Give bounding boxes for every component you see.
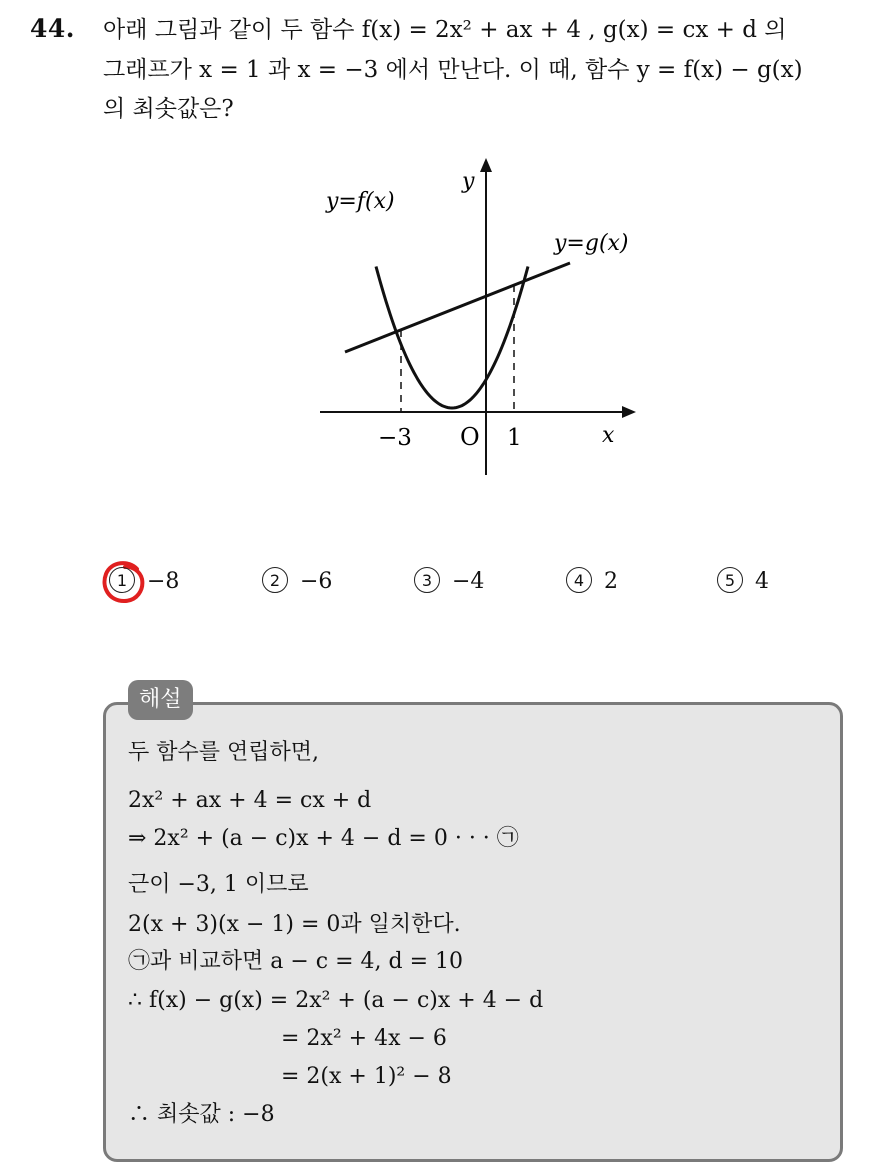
question-text-line-1: 아래 그림과 같이 두 함수 f(x) = 2x² + ax + 4 , g(x) = cx + d 의 xyxy=(103,17,787,43)
question-text-line-2: 그래프가 x = 1 과 x = −3 에서 만난다. 이 때, 함수 y = f(x) − g(x) xyxy=(103,57,803,83)
x-axis-label: x xyxy=(602,423,615,448)
question-number: 44. xyxy=(30,14,75,43)
solution-line-7: ∴ f(x) − g(x) = 2x² + (a − c)x + 4 − d xyxy=(128,988,544,1013)
choice-number-4: 4 xyxy=(566,567,592,593)
solution-line-9: = 2(x + 1)² − 8 xyxy=(281,1064,452,1089)
choice-value-3: −4 xyxy=(452,569,485,594)
tick-label-right: 1 xyxy=(507,425,522,451)
choice-value-5: 4 xyxy=(755,569,769,594)
choice-1[interactable] xyxy=(109,566,179,598)
f-label: y=f(x) xyxy=(326,189,395,214)
solution-line-4: 근이 −3, 1 이므로 xyxy=(128,872,309,897)
choice-value-4: 2 xyxy=(604,569,618,594)
solution-line-5: 2(x + 3)(x − 1) = 0과 일치한다. xyxy=(128,912,461,937)
question-text-line-3: 의 최솟값은? xyxy=(103,96,234,122)
choice-5[interactable] xyxy=(717,566,769,598)
origin-label: O xyxy=(460,423,480,451)
choice-number-3: 3 xyxy=(414,567,440,593)
choice-number-1: 1 xyxy=(109,567,135,593)
solution-line-3: ⇒ 2x² + (a − c)x + 4 − d = 0 · · · ㉠ xyxy=(128,826,519,851)
solution-line-1: 두 함수를 연립하면, xyxy=(128,740,319,765)
choice-2[interactable] xyxy=(262,566,332,598)
choice-3[interactable] xyxy=(414,566,484,598)
tick-label-left: −3 xyxy=(378,425,412,451)
choice-value-2: −6 xyxy=(300,569,333,594)
choice-value-1: −8 xyxy=(147,569,180,594)
solution-line-6: ㉠과 비교하면 a − c = 4, d = 10 xyxy=(128,949,464,974)
y-axis-label: y xyxy=(462,169,475,194)
solution-line-2: 2x² + ax + 4 = cx + d xyxy=(128,788,372,813)
solution-line-10: ∴ 최솟값 : −8 xyxy=(128,1102,275,1127)
choice-4[interactable] xyxy=(566,566,618,598)
function-graph xyxy=(300,150,660,490)
choice-number-2: 2 xyxy=(262,567,288,593)
choice-number-5: 5 xyxy=(717,567,743,593)
y-axis-arrow-icon xyxy=(480,158,492,172)
g-label: y=g(x) xyxy=(554,231,629,256)
solution-tag: 해설 xyxy=(128,680,193,720)
answer-choices xyxy=(0,566,884,602)
x-axis-arrow-icon xyxy=(622,406,636,418)
solution-line-8: = 2x² + 4x − 6 xyxy=(281,1026,447,1051)
